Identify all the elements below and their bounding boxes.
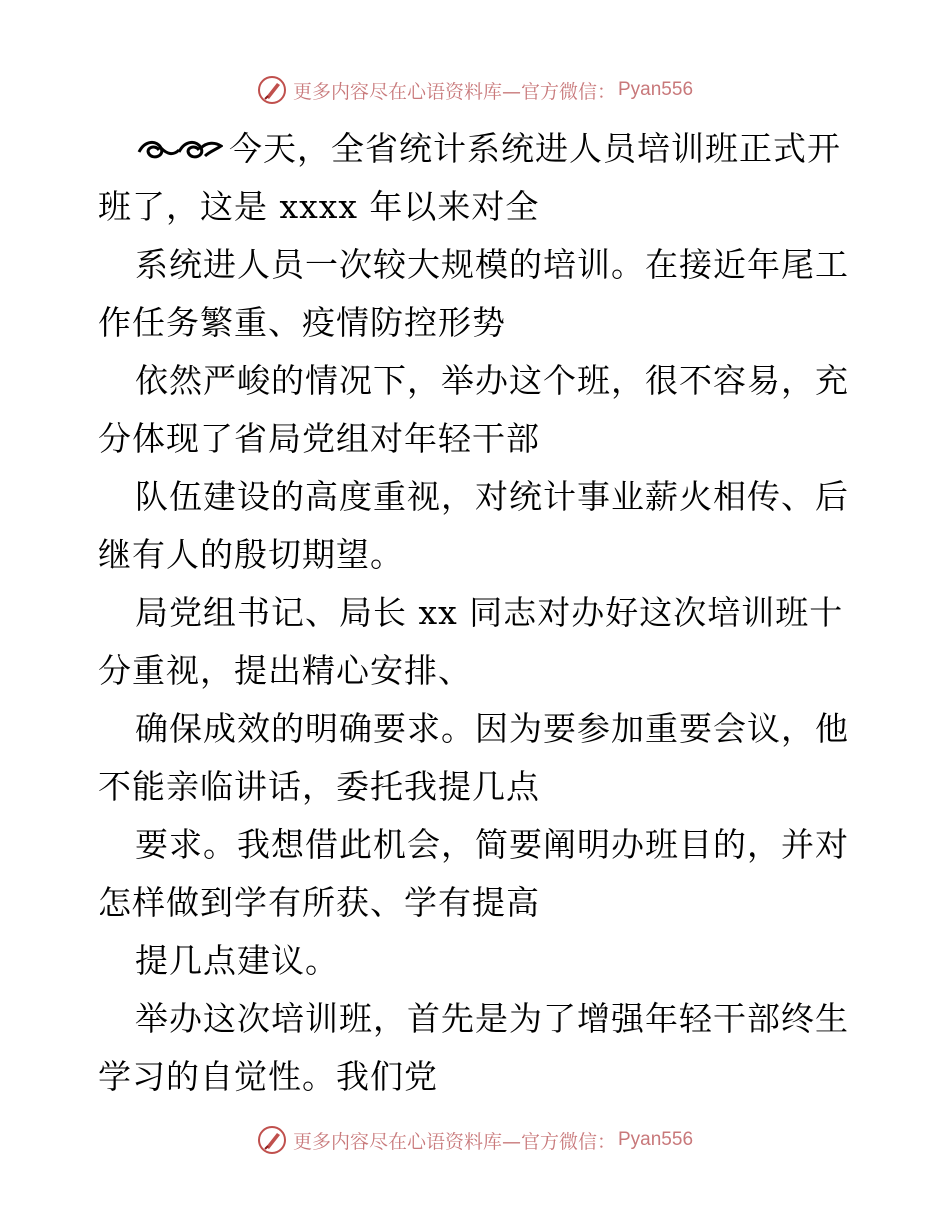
text-line: 局党组书记、局长 xx 同志对办好这次培训班十 bbox=[135, 593, 844, 632]
header-banner bbox=[0, 70, 950, 110]
banner-wechat-id: Pyan556 bbox=[618, 79, 694, 100]
text-line: 分体现了省局党组对年轻干部 bbox=[98, 419, 540, 458]
text-line: 举办这次培训班，首先是为了增强年轻干部终生 bbox=[135, 999, 849, 1038]
text-line: 继有人的殷切期望。 bbox=[98, 535, 404, 574]
text-line bbox=[98, 120, 858, 178]
text-line: 提几点建议。 bbox=[135, 941, 339, 980]
text-line: 确保成效的明确要求。因为要参加重要会议，他 bbox=[135, 709, 849, 748]
quill-pen-logo-icon bbox=[257, 75, 287, 105]
banner-wechat-id: Pyan556 bbox=[618, 1129, 694, 1150]
text-line: 班了，这是 xxxx 年以来对全 bbox=[98, 187, 540, 226]
text-line: 依然严峻的情况下，举办这个班，很不容易，充 bbox=[135, 361, 849, 400]
footer-banner bbox=[0, 1120, 950, 1160]
text-line: 不能亲临讲话，委托我提几点 bbox=[98, 767, 540, 806]
text-line: 怎样做到学有所获、学有提高 bbox=[98, 883, 540, 922]
document-body bbox=[98, 120, 858, 1106]
text-line: 要求。我想借此机会，简要阐明办班目的，并对 bbox=[135, 825, 849, 864]
text-line: 队伍建设的高度重视，对统计事业薪火相传、后 bbox=[135, 477, 849, 516]
banner-label: 更多内容尽在心语资料库—官方微信： bbox=[292, 80, 616, 103]
text-line: 学习的自觉性。我们党 bbox=[98, 1057, 438, 1096]
text-line: 系统进人员一次较大规模的培训。在接近年尾工 bbox=[135, 245, 849, 284]
banner-label: 更多内容尽在心语资料库—官方微信： bbox=[292, 1130, 616, 1153]
text-line-content: 今天，全省统计系统进人员培训班正式开 bbox=[229, 129, 841, 168]
text-line: 分重视，提出精心安排、 bbox=[98, 651, 472, 690]
leaf-swirl-ornament-icon bbox=[135, 134, 223, 164]
quill-pen-logo-icon bbox=[257, 1125, 287, 1155]
text-line: 作任务繁重、疫情防控形势 bbox=[98, 303, 506, 342]
